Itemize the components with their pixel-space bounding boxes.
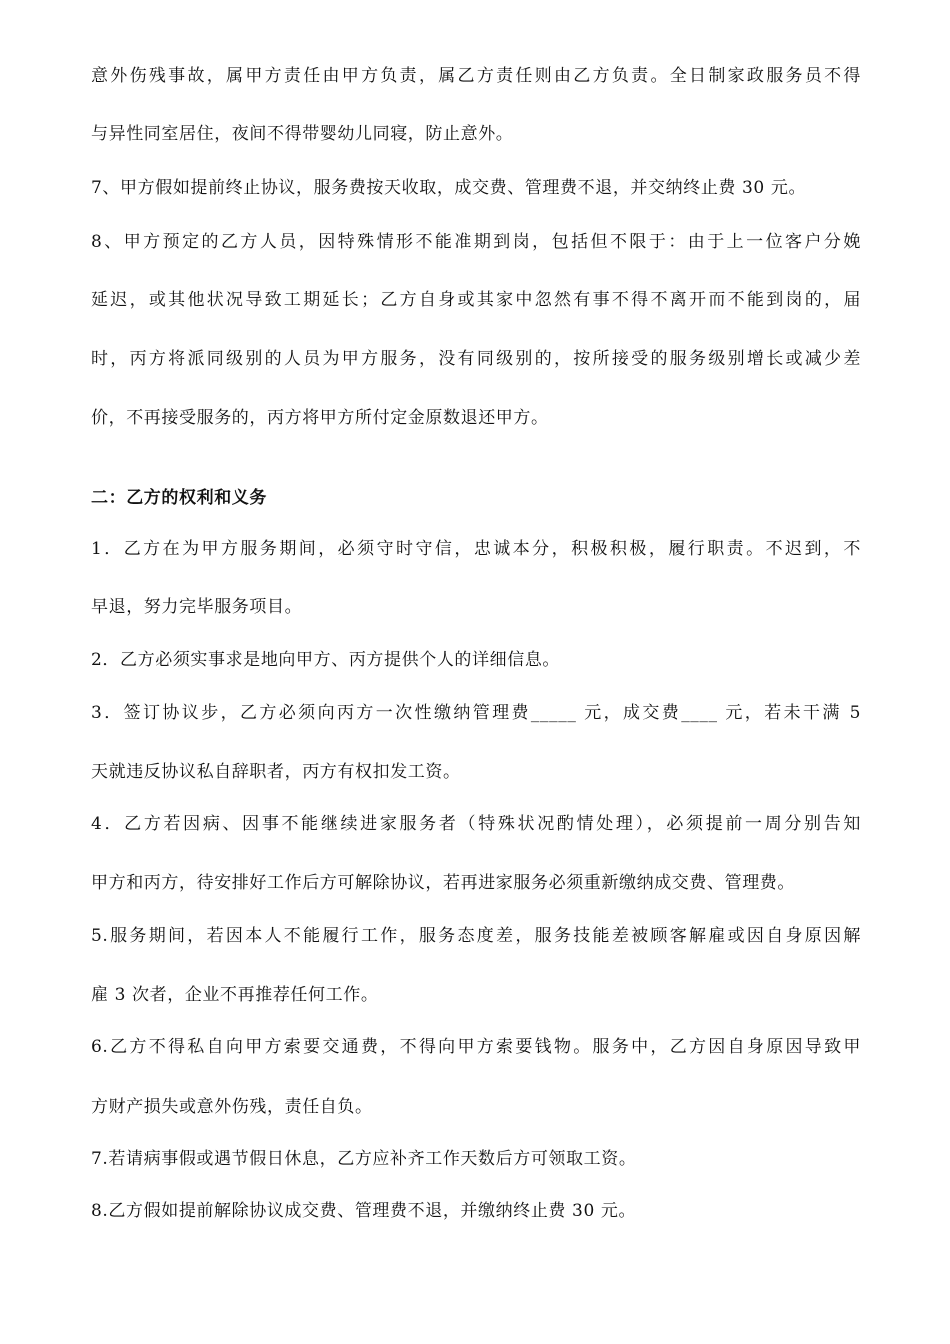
paragraph-line: 意外伤残事故，属甲方责任由甲方负责，属乙方责任则由乙方负责。全日制家政服务员不得 bbox=[91, 66, 861, 86]
paragraph-line: 雇 3 次者，企业不再推荐任何工作。 bbox=[91, 985, 379, 1005]
paragraph-line: 早退，努力完毕服务项目。 bbox=[91, 597, 303, 617]
section-heading: 二：乙方的权利和义务 bbox=[91, 488, 267, 508]
clause-7b-line: 7.若请病事假或遇节假日休息，乙方应补齐工作天数后方可领取工资。 bbox=[91, 1149, 637, 1169]
clause-8b-line: 8.乙方假如提前解除协议成交费、管理费不退，并缴纳终止费 30 元。 bbox=[91, 1201, 637, 1221]
paragraph-line: 与异性同室居住，夜间不得带婴幼儿同寝，防止意外。 bbox=[91, 124, 514, 144]
clause-2-line: 2．乙方必须实事求是地向甲方、丙方提供个人的详细信息。 bbox=[91, 650, 561, 670]
paragraph-line: 甲方和丙方，待安排好工作后方可解除协议，若再进家服务必须重新缴纳成交费、管理费。 bbox=[91, 873, 795, 893]
paragraph-line: 延迟，或其他状况导致工期延长；乙方自身或其家中忽然有事不得不离开而不能到岗的，届 bbox=[91, 290, 861, 310]
clause-5-line: 5.服务期间，若因本人不能履行工作，服务态度差，服务技能差被顾客解雇或因自身原因解 bbox=[91, 926, 861, 946]
paragraph-line: 方财产损失或意外伤残，责任自负。 bbox=[91, 1097, 373, 1117]
clause-1-line: 1．乙方在为甲方服务期间，必须守时守信，忠诚本分，积极积极，履行职责。不迟到，不 bbox=[91, 539, 861, 559]
paragraph-line: 价，不再接受服务的，丙方将甲方所付定金原数退还甲方。 bbox=[91, 408, 549, 428]
clause-3-line: 3．签订协议步，乙方必须向丙方一次性缴纳管理费_____ 元，成交费____ 元，若未干满 5 bbox=[91, 703, 861, 723]
paragraph-line: 时，丙方将派同级别的人员为甲方服务，没有同级别的，按所接受的服务级别增长或减少差 bbox=[91, 349, 861, 369]
paragraph-line: 天就违反协议私自辞职者，丙方有权扣发工资。 bbox=[91, 762, 461, 782]
clause-7-line: 7、甲方假如提前终止协议，服务费按天收取，成交费、管理费不退，并交纳终止费 30 元。 bbox=[91, 178, 807, 198]
clause-4-line: 4．乙方若因病、因事不能继续进家服务者（特殊状况酌情处理），必须提前一周分别告知 bbox=[91, 814, 861, 834]
clause-6-line: 6.乙方不得私自向甲方索要交通费，不得向甲方索要钱物。服务中，乙方因自身原因导致甲 bbox=[91, 1037, 861, 1057]
clause-8-line: 8、甲方预定的乙方人员，因特殊情形不能准期到岗，包括但不限于：由于上一位客户分娩 bbox=[91, 232, 861, 252]
